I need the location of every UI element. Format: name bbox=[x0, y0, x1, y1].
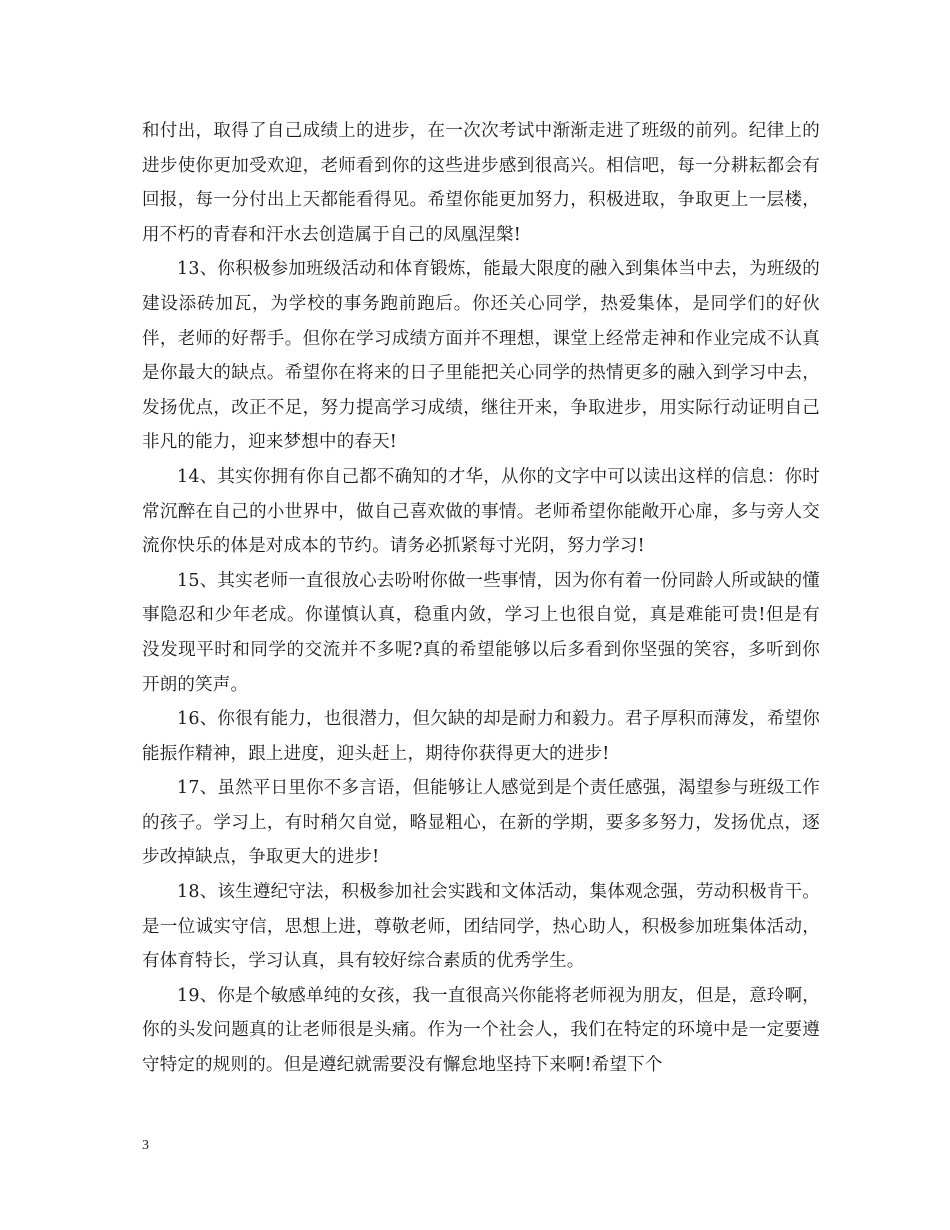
paragraph-16: 16、你很有能力，也很潜力，但欠缺的却是耐力和毅力。君子厚积而薄发，希望你能振作精神，跟上进度，迎头赶上，期待你获得更大的进步! bbox=[142, 709, 820, 764]
paragraph-17: 17、虽然平日里你不多言语，但能够让人感觉到是个责任感强，渴望参与班级工作的孩子。学习上，有时稍欠自觉，略显粗心，在新的学期，要多多努力，发扬优点，逐步改掉缺点，争取更大的进步! bbox=[142, 778, 820, 868]
paragraph-13: 13、你积极参加班级活动和体育锻炼，能最大限度的融入到集体当中去，为班级的建设添砖加瓦，为学校的事务跑前跑后。你还关心同学，热爱集体，是同学们的好伙伴，老师的好帮手。但你在学习成绩方面并不理想，课堂上经常走神和作业完成不认真是你最大的缺点。希望你在将来的日子里能把关心同学的热情更多的融入到学习中去，发扬优点，改正不足，努力提高学习成绩，继往开来，争取进步，用实际行动证明自己非凡的能力，迎来梦想中的春天! bbox=[142, 259, 820, 453]
page-number: 3 bbox=[142, 1138, 149, 1153]
paragraph-18: 18、该生遵纪守法，积极参加社会实践和文体活动，集体观念强，劳动积极肯干。是一位诚实守信，思想上进，尊敬老师，团结同学，热心助人，积极参加班集体活动，有体育特长，学习认真，具有较好综合素质的优秀学生。 bbox=[142, 882, 820, 972]
paragraph-14: 14、其实你拥有你自己都不确知的才华，从你的文字中可以读出这样的信息：你时常沉醉在自己的小世界中，做自己喜欢做的事情。老师希望你能敞开心扉，多与旁人交流你快乐的体是对成本的节约。请务必抓紧每寸光阴，努力学习! bbox=[142, 466, 820, 557]
paragraph-continuation: 和付出，取得了自己成绩上的进步，在一次次考试中渐渐走进了班级的前列。纪律上的进步使你更加受欢迎，老师看到你的这些进步感到很高兴。相信吧，每一分耕耘都会有回报，每一分付出上天都能看得见。希望你能更加努力，积极进取，争取更上一层楼，用不朽的青春和汗水去创造属于自己的凤凰涅槃! bbox=[142, 121, 820, 245]
paragraph-15: 15、其实老师一直很放心去吩咐你做一些事情，因为你有着一份同龄人所或缺的懂事隐忍和少年老成。你谨慎认真，稳重内敛，学习上也很自觉，真是难能可贵!但是有没发现平时和同学的交流并不多呢?真的希望能够以后多看到你坚强的笑容，多听到你开朗的笑声。 bbox=[142, 570, 820, 695]
paragraph-19: 19、你是个敏感单纯的女孩，我一直很高兴你能将老师视为朋友，但是，意玲啊，你的头发问题真的让老师很是头痛。作为一个社会人，我们在特定的环境中是一定要遵守特定的规则的。但是遵纪就需要没有懈怠地坚持下来啊!希望下个 bbox=[142, 985, 820, 1076]
document-body bbox=[142, 114, 820, 1083]
